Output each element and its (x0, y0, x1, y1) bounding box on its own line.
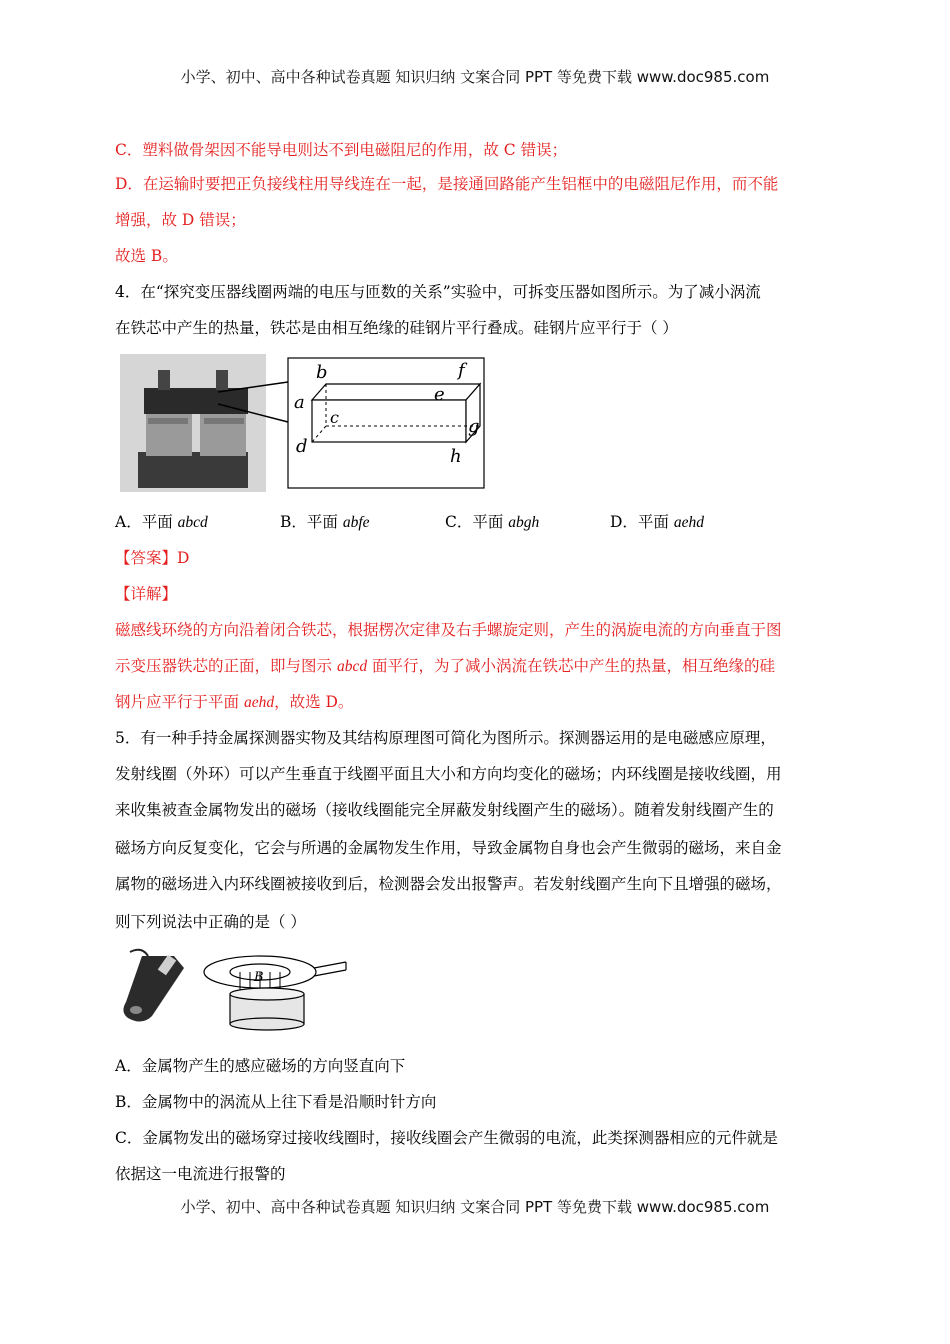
q4-answer: 【答案】D (115, 549, 190, 567)
q4-stem-line2: 在铁芯中产生的热量，铁芯是由相互绝缘的硅钢片平行叠成。硅钢片应平行于（ ） (115, 319, 678, 337)
q5-stem-line5: 属物的磁场进入内环线圈被接收到后，检测器会发出报警声。若发射线圈产生向下且增强的磁场， (115, 875, 782, 893)
prev-explanation-d-line2: 增强，故 D 错误； (115, 211, 246, 229)
label-d: d (296, 436, 308, 457)
q5-option-c-line2[interactable]: 依据这一电流进行报警的 (115, 1165, 286, 1183)
prev-selection: 故选 B。 (115, 247, 178, 265)
transformer-diagram (118, 352, 488, 494)
label-g: g (468, 416, 480, 437)
label-f: f (458, 360, 465, 381)
label-c: c (330, 408, 339, 427)
q4-option-b[interactable]: B．平面 abfe (280, 513, 370, 531)
q4-detail-line2: 示变压器铁芯的正面，即与图示 abcd 面平行，为了减小涡流在铁芯中产生的热量，相互绝缘的硅 (115, 657, 776, 675)
metal-detector-diagram (112, 942, 348, 1032)
q4-option-c[interactable]: C．平面 abgh (445, 513, 540, 531)
q5-stem-line4: 磁场方向反复变化，它会与所遇的金属物发生作用，导致金属物自身也会产生微弱的磁场，来自金 (115, 839, 782, 857)
q5-stem-line2: 发射线圈（外环）可以产生垂直于线圈平面且大小和方向均变化的磁场；内环线圈是接收线圈，用 (115, 765, 782, 783)
label-b: b (316, 362, 328, 383)
q5-stem-line3: 来收集被查金属物发出的磁场（接收线圈能完全屏蔽发射线圈产生的磁场）。随着发射线圈产生的 (115, 801, 774, 819)
label-h: h (450, 446, 462, 467)
prev-explanation-c: C．塑料做骨架因不能导电则达不到电磁阻尼的作用，故 C 错误； (115, 141, 568, 159)
q5-option-c-line1[interactable]: C．金属物发出的磁场穿过接收线圈时，接收线圈会产生微弱的电流，此类探测器相应的元件就是 (115, 1129, 778, 1147)
page-header: 小学、初中、高中各种试卷真题 知识归纳 文案合同 PPT 等免费下载 www.doc985.com (180, 68, 770, 86)
q5-option-a[interactable]: A．金属物产生的感应磁场的方向竖直向下 (115, 1057, 406, 1075)
q4-stem-line1: 4．在“探究变压器线圈两端的电压与匝数的关系”实验中，可拆变压器如图所示。为了减小涡流 (115, 283, 761, 301)
q5-stem-line6: 则下列说法中正确的是（ ） (115, 913, 306, 931)
q4-option-d[interactable]: D．平面 aehd (610, 513, 704, 531)
label-e: e (434, 384, 445, 405)
page-footer: 小学、初中、高中各种试卷真题 知识归纳 文案合同 PPT 等免费下载 www.doc985.com (180, 1198, 770, 1216)
q4-detail-line3: 钢片应平行于平面 aehd，故选 D。 (115, 693, 354, 711)
q4-transformer-figure (118, 352, 488, 494)
field-label-b: B (254, 970, 264, 985)
q5-option-b[interactable]: B．金属物中的涡流从上往下看是沿顺时针方向 (115, 1093, 437, 1111)
prev-explanation-d-line1: D．在运输时要把正负接线柱用导线连在一起，是接通回路能产生铝框中的电磁阻尼作用，而不能 (115, 175, 779, 193)
label-a: a (294, 392, 305, 413)
q4-option-a[interactable]: A．平面 abcd (115, 513, 208, 531)
q4-detail-label: 【详解】 (115, 585, 178, 603)
q4-detail-line1: 磁感线环绕的方向沿着闭合铁芯，根据楞次定律及右手螺旋定则，产生的涡旋电流的方向垂直于图 (115, 621, 782, 639)
q5-detector-figure (112, 942, 348, 1032)
q5-stem-line1: 5．有一种手持金属探测器实物及其结构原理图可简化为图所示。探测器运用的是电磁感应原理， (115, 729, 776, 747)
handheld-detector-icon (123, 950, 184, 1022)
